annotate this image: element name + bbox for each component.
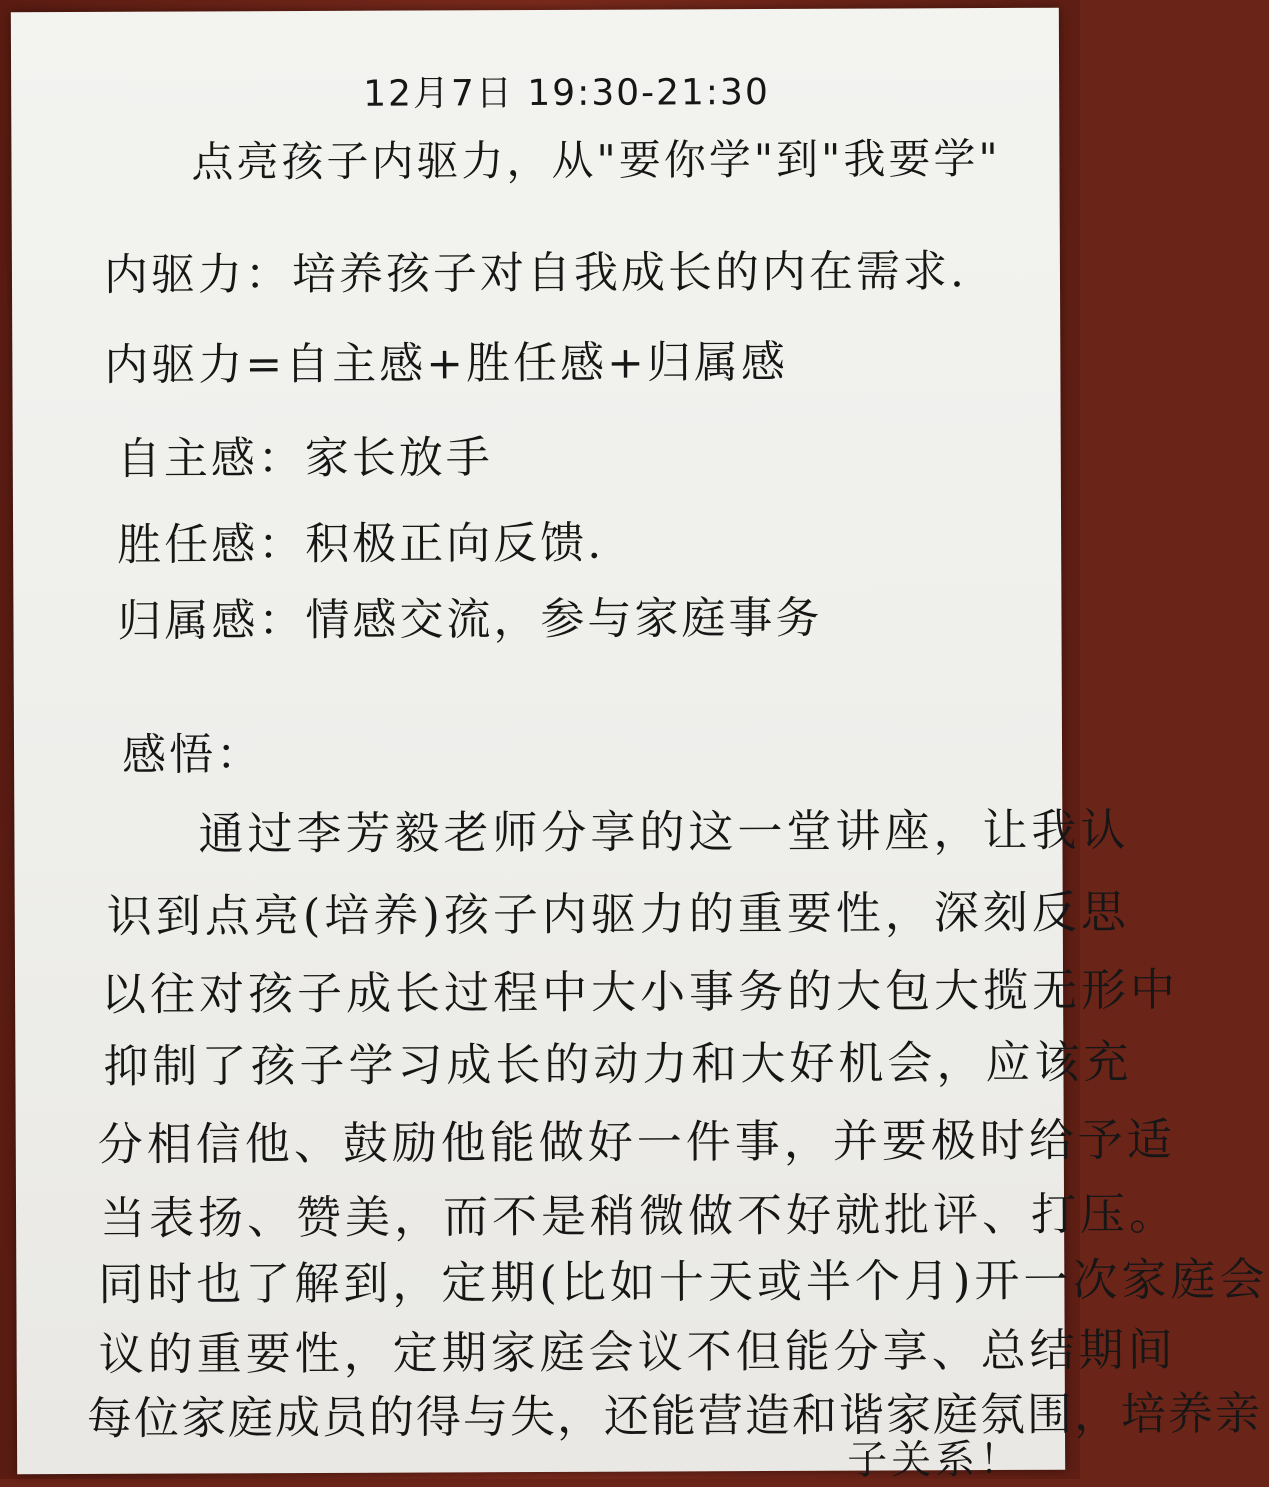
list-item-competence: 胜任感：积极正向反馈. — [117, 517, 605, 571]
paragraph-line: 当表扬、赞美，而不是稍微做不好就批评、打压。 — [99, 1187, 1179, 1245]
paragraph-line: 识到点亮(培养)孩子内驱力的重要性，深刻反思 — [106, 885, 1130, 943]
definition-line: 内驱力：培养孩子对自我成长的内在需求. — [103, 246, 968, 301]
list-item-belonging: 归属感：情感交流，参与家庭事务 — [117, 592, 823, 647]
paragraph-line-last: 子关系！ — [847, 1436, 1024, 1484]
paragraph-line: 同时也了解到，定期(比如十天或半个月)开一次家庭会 — [98, 1252, 1269, 1311]
list-item-autonomy: 自主感：家长放手 — [116, 432, 493, 485]
note-date: 12月7日 19:30-21:30 — [363, 71, 770, 115]
handwritten-note-paper — [11, 8, 1269, 1484]
paragraph-line: 每位家庭成员的得与失，还能营造和谐家庭氛围，培养亲 — [86, 1386, 1263, 1445]
formula-line: 内驱力=自主感+胜任感+归属感 — [104, 336, 789, 391]
paragraph-line: 以往对孩子成长过程中大小事务的大包大揽无形中 — [100, 963, 1180, 1021]
reflection-heading: 感悟： — [121, 729, 264, 781]
note-title: 点亮孩子内驱力，从"要你学"到"我要学" — [191, 133, 1001, 187]
paragraph-line: 通过李芳毅老师分享的这一堂讲座，让我认 — [198, 803, 1130, 861]
paragraph-line: 抑制了孩子学习成长的动力和大好机会，应该充 — [103, 1035, 1133, 1093]
paragraph-line: 分相信他、鼓励他能做好一件事，并要极时给予适 — [97, 1113, 1176, 1171]
paragraph-line: 议的重要性，定期家庭会议不但能分享、总结期间 — [98, 1323, 1177, 1381]
